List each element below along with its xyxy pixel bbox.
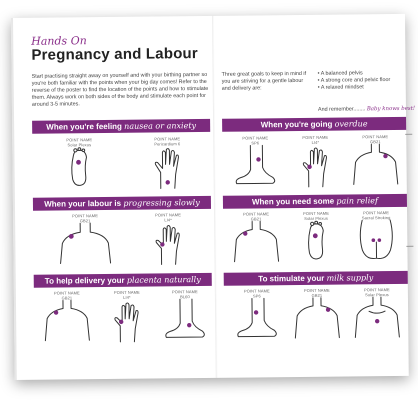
poster-page <box>11 14 416 380</box>
point-card <box>45 213 126 269</box>
band-emphasis: pain relief <box>336 196 378 206</box>
band-emphasis: nausea or anxiety <box>124 121 197 131</box>
section-band-slow-labour <box>33 196 211 211</box>
ankle-side-icon <box>234 298 280 338</box>
point-label: POINT NAME <box>362 134 389 140</box>
point-card <box>288 288 347 344</box>
foot-sole-icon <box>64 147 94 187</box>
point-name: GB21 <box>250 216 262 222</box>
section-band-placenta <box>34 273 212 288</box>
band-emphasis: progressing slowly <box>123 198 200 208</box>
band-text: When you're going <box>260 119 335 130</box>
intro-paragraph: Start practising straight away on yourself and with your birthing partner so you're both familiar with the points when your big day comes! Refer to the reverse of the poster to find the location of the points and how to stimulate them. Always work on both sides of the body and stimulate each point for around 3-5 minutes. <box>31 71 209 109</box>
lower-back-icon <box>356 220 396 260</box>
point-name: Solar Plexus <box>304 215 328 221</box>
shoulders-back-icon <box>351 144 399 185</box>
point-name: Pericardium 6 <box>154 141 181 147</box>
point-name: SP6 <box>251 140 260 146</box>
point-name: Solar Plexus <box>67 142 92 148</box>
point-label: POINT NAME <box>155 212 182 218</box>
point-card <box>133 212 204 270</box>
goal-item: • A strong core and pelvic floor <box>317 77 391 84</box>
page-title: Pregnancy and Labour <box>31 45 199 64</box>
point-label: POINT NAME <box>72 213 99 219</box>
section-band-nausea <box>32 119 210 134</box>
point-label: POINT NAME <box>243 288 270 294</box>
point-label: POINT NAME <box>363 287 390 293</box>
point-name: GB21 <box>311 292 323 298</box>
point-label: POINT NAME <box>303 287 330 293</box>
goals-intro: Three great goals to keep in mind if you are striving for a gentle labour and delivery are: <box>221 70 307 92</box>
point-name: SP6 <box>252 293 261 299</box>
remember-line <box>317 105 416 113</box>
point-label: POINT NAME <box>171 289 198 295</box>
hand-wrist-icon <box>150 146 184 188</box>
point-card <box>38 290 97 346</box>
goal-item: • A relaxed mindset <box>317 84 364 91</box>
point-label: POINT NAME <box>242 135 269 141</box>
point-label: POINT NAME <box>154 136 181 142</box>
point-card <box>156 289 215 345</box>
band-emphasis: milk supply <box>326 273 374 283</box>
point-card <box>346 134 405 190</box>
band-text: When you need some <box>251 196 337 207</box>
point-name: Solar Plexus <box>365 292 389 298</box>
shoulders-front-icon <box>353 297 401 338</box>
edge-mark <box>405 134 412 135</box>
ankle-side-icon <box>162 299 208 339</box>
foot-sole-icon <box>301 221 331 261</box>
point-card <box>98 289 157 347</box>
point-label: POINT NAME <box>66 137 93 143</box>
point-card <box>286 135 345 193</box>
band-text: To stimulate your <box>258 273 327 284</box>
point-label: POINT NAME <box>113 289 140 295</box>
point-label: POINT NAME <box>363 210 389 216</box>
shoulders-back-icon <box>293 298 341 339</box>
band-text: When you're feeling <box>46 121 125 132</box>
point-card <box>228 288 287 344</box>
ankle-side-icon <box>232 145 278 185</box>
hand-back-icon <box>152 222 184 264</box>
shoulders-back-icon <box>232 221 280 262</box>
point-card <box>287 211 346 267</box>
band-emphasis: placenta naturally <box>126 275 201 285</box>
band-text: To help delivery your <box>44 275 127 286</box>
header-eyebrow: Hands On <box>31 34 87 48</box>
point-card <box>44 137 115 193</box>
point-name: LI4* <box>123 294 131 300</box>
point-name: Sacral Stroking <box>361 215 391 221</box>
point-name: GB21 <box>79 218 91 224</box>
shoulders-back-icon <box>43 300 91 341</box>
point-label: POINT NAME <box>302 134 329 140</box>
band-text: When your labour is <box>44 198 124 209</box>
point-name: LI4* <box>311 139 320 145</box>
goals-list <box>318 70 408 92</box>
point-card <box>227 211 286 267</box>
point-name: BL60 <box>180 294 190 300</box>
point-card <box>226 135 285 191</box>
section-band-overdue <box>222 117 406 132</box>
point-card <box>347 210 406 266</box>
point-name: GB21 <box>369 139 381 145</box>
remember-signature: Baby knows best! <box>366 105 416 113</box>
point-label: POINT NAME <box>303 210 329 216</box>
band-emphasis: overdue <box>334 119 368 129</box>
edge-mark <box>406 246 413 247</box>
goal-item: • A balanced pelvis <box>317 70 363 77</box>
hand-back-icon <box>111 300 143 342</box>
point-card <box>348 287 407 343</box>
remember-label: And remember........ <box>317 106 366 113</box>
section-band-milk-supply <box>224 271 408 286</box>
point-name: LI4* <box>164 217 172 223</box>
point-name: GB21 <box>61 295 73 301</box>
shoulders-back-icon <box>57 223 113 264</box>
section-band-pain-relief <box>223 194 407 209</box>
point-label: POINT NAME <box>243 211 269 217</box>
point-label: POINT NAME <box>53 290 80 296</box>
hand-back-icon <box>299 145 331 187</box>
point-card <box>132 136 203 194</box>
